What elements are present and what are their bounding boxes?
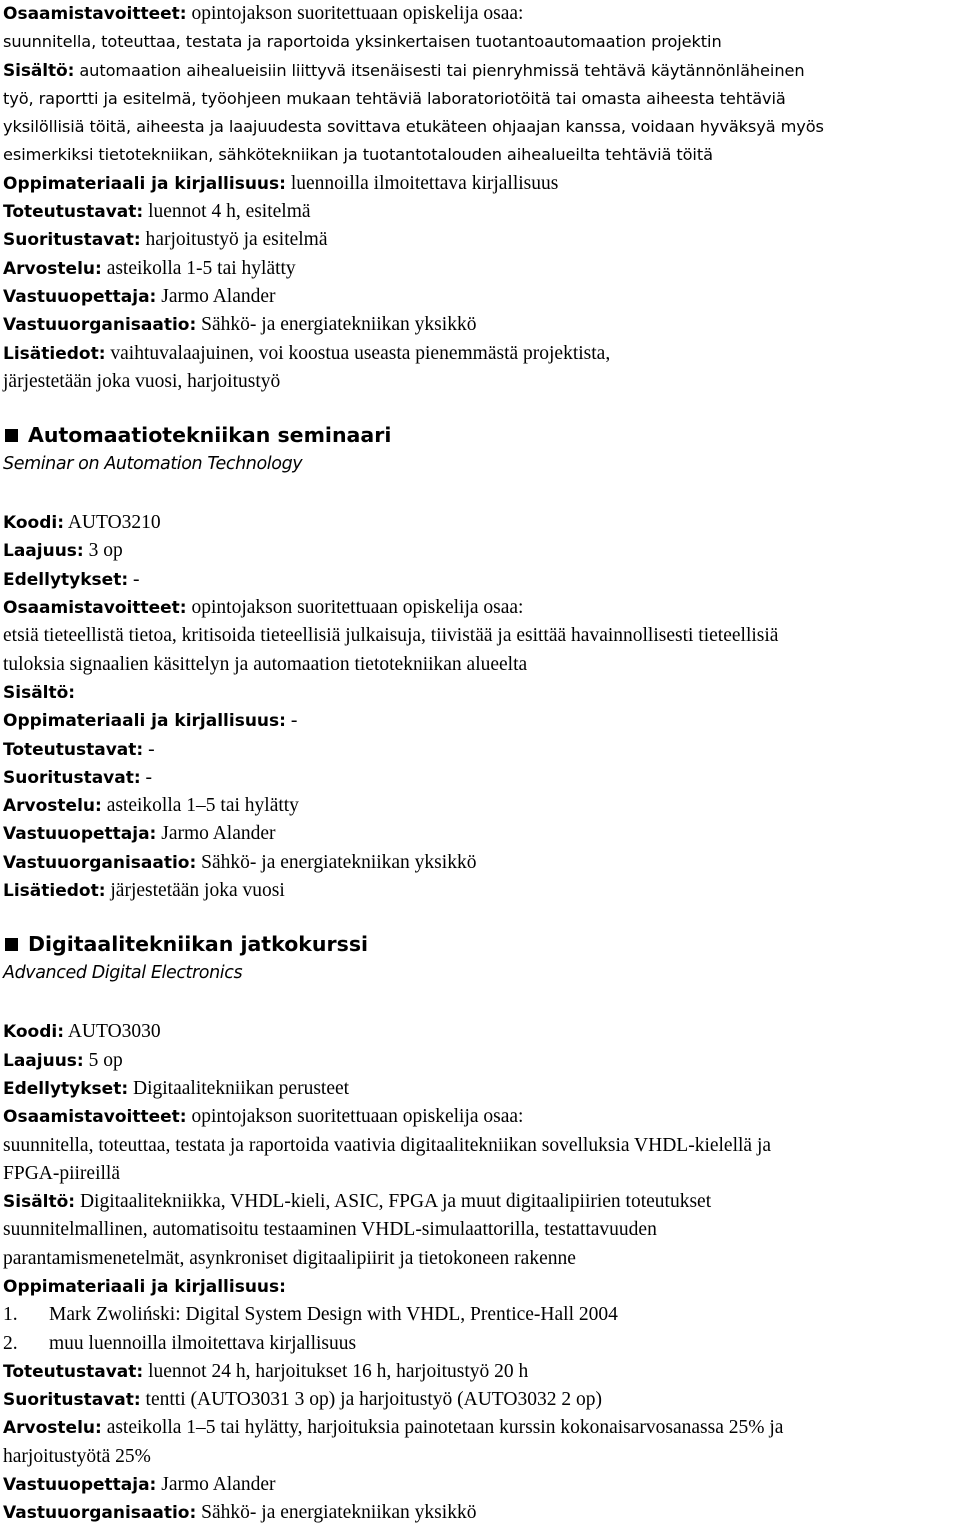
completion-row [3, 226, 954, 254]
teacher-value: Jarmo Alander [161, 823, 276, 845]
learning-outcomes-value: opintojakson suoritettuaan opiskelija osaa: [191, 1106, 524, 1128]
materials-label: Oppimateriaali ja kirjallisuus: [3, 711, 286, 732]
prerequisites-value: - [133, 568, 140, 590]
grading-line-2: harjoitustyötä 25% [3, 1445, 151, 1467]
scope-row [3, 537, 954, 565]
content-row [3, 57, 954, 85]
materials-label: Oppimateriaali ja kirjallisuus: [3, 173, 286, 194]
implementation-label: Toteutustavat: [3, 739, 144, 760]
digital-course-block [3, 929, 954, 1527]
grading-value: asteikolla 1–5 tai hylätty, harjoituksia painotetaan kurssin kokonaisarvosanassa 25% ja [106, 1417, 784, 1439]
seminar-course-block [3, 420, 954, 905]
materials-row [3, 1273, 954, 1301]
spacer [3, 989, 954, 1018]
digital-title: Digitaalitekniikan jatkokurssi [28, 932, 369, 957]
implementation-value: - [148, 738, 155, 760]
learning-outcomes-label: Osaamistavoitteet: [3, 1107, 187, 1128]
seminar-subtitle: Seminar on Automation Technology [3, 454, 303, 475]
teacher-row [3, 283, 954, 311]
seminar-title: Automaatiotekniikan seminaari [28, 423, 392, 448]
learning-outcomes-row [3, 1103, 954, 1131]
content-line-2: työ, raportti ja esitelmä, työohjeen mukaan tehtäviä laboratoriotöitä tai omasta aiheesta tehtäviä [3, 88, 786, 108]
prerequisites-value: Digitaalitekniikan perusteet [133, 1077, 350, 1099]
implementation-label: Toteutustavat: [3, 202, 144, 223]
prerequisites-label: Edellytykset: [3, 1078, 129, 1099]
literature-item-text: muu luennoilla ilmoitettava kirjallisuus [49, 1332, 357, 1354]
code-label: Koodi: [3, 513, 65, 534]
implementation-row [3, 1358, 954, 1386]
learning-outcomes-text: suunnitella, toteuttaa, testata ja raportoida yksinkertaisen tuotantoautomaation projektin [3, 32, 722, 52]
content-label: Sisältö: [3, 1192, 76, 1213]
organisation-value: Sähkö- ja energiatekniikan yksikkö [201, 314, 477, 336]
code-value: AUTO3030 [67, 1021, 161, 1043]
completion-value: tentti (AUTO3031 3 op) ja harjoitustyö (AUTO3032 2 op) [145, 1389, 602, 1411]
scope-label: Laajuus: [3, 1050, 84, 1071]
content-line-3: parantamismenetelmät, asynkroniset digitaalipiirit ja tietokoneen rakenne [3, 1247, 576, 1269]
organisation-row [3, 1499, 954, 1527]
additional-info-value: vaihtuvalaajuinen, voi koostua useasta pienemmästä projektista, [110, 342, 611, 364]
seminar-title-row [3, 420, 954, 450]
code-row [3, 1018, 954, 1046]
implementation-value: luennot 24 h, harjoitukset 16 h, harjoitustyö 20 h [148, 1360, 529, 1382]
content-line-3: yksilöllisiä töitä, aiheesta ja laajuudesta sovittava etukäteen ohjaajan kanssa, voidaan hyväksyä myös [3, 117, 824, 137]
digital-title-row [3, 929, 954, 959]
completion-label: Suoritustavat: [3, 1390, 141, 1411]
implementation-row [3, 198, 954, 226]
additional-info-label: Lisätiedot: [3, 881, 106, 902]
implementation-label: Toteutustavat: [3, 1361, 144, 1382]
teacher-label: Vastuuopettaja: [3, 824, 157, 845]
learning-outcomes-row [3, 0, 954, 28]
learning-outcomes-label: Osaamistavoitteet: [3, 598, 187, 619]
learning-outcomes-line-1: suunnitella, toteuttaa, testata ja raportoida vaativia digitaalitekniikan sovelluksia VHDL-kielellä ja [3, 1134, 772, 1156]
learning-outcomes-value: opintojakson suoritettuaan opiskelija osaa: [191, 597, 524, 619]
literature-item [3, 1330, 954, 1358]
content-label: Sisältö: [3, 60, 75, 81]
literature-item-number: 2. [3, 1332, 18, 1354]
additional-info-row [3, 877, 954, 905]
teacher-value: Jarmo Alander [161, 1474, 276, 1496]
implementation-value: luennot 4 h, esitelmä [148, 201, 311, 223]
completion-value: harjoitustyö ja esitelmä [145, 229, 328, 251]
learning-outcomes-label: Osaamistavoitteet: [3, 4, 187, 24]
completion-label: Suoritustavat: [3, 230, 141, 251]
grading-row [3, 1414, 954, 1442]
teacher-row [3, 820, 954, 848]
prerequisites-row [3, 1075, 954, 1103]
organisation-label: Vastuuorganisaatio: [3, 315, 197, 336]
materials-value: - [290, 710, 298, 732]
completion-label: Suoritustavat: [3, 767, 141, 788]
grading-value: asteikolla 1-5 tai hylätty [106, 257, 296, 279]
literature-item-number: 1. [3, 1304, 18, 1326]
grading-label: Arvostelu: [3, 258, 102, 279]
organisation-row [3, 849, 954, 877]
grading-row [3, 792, 954, 820]
content-line-2: suunnitelmallinen, automatisoitu testaaminen VHDL-simulaattorilla, testattavuuden [3, 1219, 657, 1241]
teacher-value: Jarmo Alander [161, 285, 276, 307]
organisation-row [3, 311, 954, 339]
content-line-1: automaation aihealueisiin liittyvä itsenäisesti tai pienryhmissä tehtävä käytännönläheinen [79, 60, 805, 80]
learning-outcomes-value: opintojakson suoritettuaan opiskelija osaa: [191, 3, 524, 24]
materials-label: Oppimateriaali ja kirjallisuus: [3, 1276, 286, 1297]
learning-outcomes-line-2: FPGA-piireillä [3, 1162, 120, 1184]
organisation-value: Sähkö- ja energiatekniikan yksikkö [201, 1502, 477, 1524]
content-row [3, 1188, 954, 1216]
grading-label: Arvostelu: [3, 1418, 102, 1439]
content-line-1: Digitaalitekniikka, VHDL-kieli, ASIC, FPGA ja muut digitaalipiirien toteutukset [79, 1191, 712, 1213]
content-label: Sisältö: [3, 682, 76, 703]
content-row [3, 679, 954, 707]
digital-subtitle: Advanced Digital Electronics [3, 963, 243, 984]
scope-row [3, 1047, 954, 1075]
square-bullet-icon [5, 938, 18, 951]
organisation-value: Sähkö- ja energiatekniikan yksikkö [201, 851, 477, 873]
implementation-row [3, 736, 954, 764]
previous-course-block [3, 0, 954, 396]
code-label: Koodi: [3, 1022, 65, 1043]
learning-outcomes-line-2: tuloksia signaalien käsittelyn ja automaation tietotekniikan alueelta [3, 653, 528, 675]
organisation-label: Vastuuorganisaatio: [3, 1503, 197, 1524]
grading-row [3, 255, 954, 283]
grading-value: asteikolla 1–5 tai hylätty [106, 795, 299, 817]
content-line-4: esimerkiksi tietotekniikan, sähkötekniikan ja tuotantotalouden aihealueilta tehtäviä töitä [3, 145, 713, 165]
scope-value: 5 op [88, 1049, 123, 1071]
additional-info-label: Lisätiedot: [3, 343, 106, 364]
materials-row [3, 707, 954, 735]
organisation-label: Vastuuorganisaatio: [3, 852, 197, 873]
scope-value: 3 op [88, 540, 123, 562]
materials-row [3, 170, 954, 198]
prerequisites-label: Edellytykset: [3, 569, 129, 590]
spacer [3, 480, 954, 509]
learning-outcomes-row [3, 594, 954, 622]
materials-value: luennoilla ilmoitettava kirjallisuus [290, 172, 559, 194]
additional-info-row [3, 340, 954, 368]
completion-row [3, 764, 954, 792]
completion-row [3, 1386, 954, 1414]
teacher-label: Vastuuopettaja: [3, 1475, 157, 1496]
teacher-row [3, 1471, 954, 1499]
prerequisites-row [3, 566, 954, 594]
additional-info-line-2: järjestetään joka vuosi, harjoitustyö [3, 370, 281, 392]
square-bullet-icon [5, 429, 18, 442]
literature-item [3, 1301, 954, 1329]
literature-item-text: Mark Zwoliński: Digital System Design with VHDL, Prentice-Hall 2004 [49, 1304, 618, 1326]
learning-outcomes-line-1: etsiä tieteellistä tietoa, kritisoida tieteellisiä julkaisuja, tiivistää ja esittää havainnollisesti tieteellisiä [3, 625, 779, 647]
teacher-label: Vastuuopettaja: [3, 286, 157, 307]
code-value: AUTO3210 [67, 512, 161, 534]
scope-label: Laajuus: [3, 541, 84, 562]
additional-info-value: järjestetään joka vuosi [110, 880, 285, 902]
completion-value: - [145, 766, 153, 788]
grading-label: Arvostelu: [3, 796, 102, 817]
code-row [3, 509, 954, 537]
